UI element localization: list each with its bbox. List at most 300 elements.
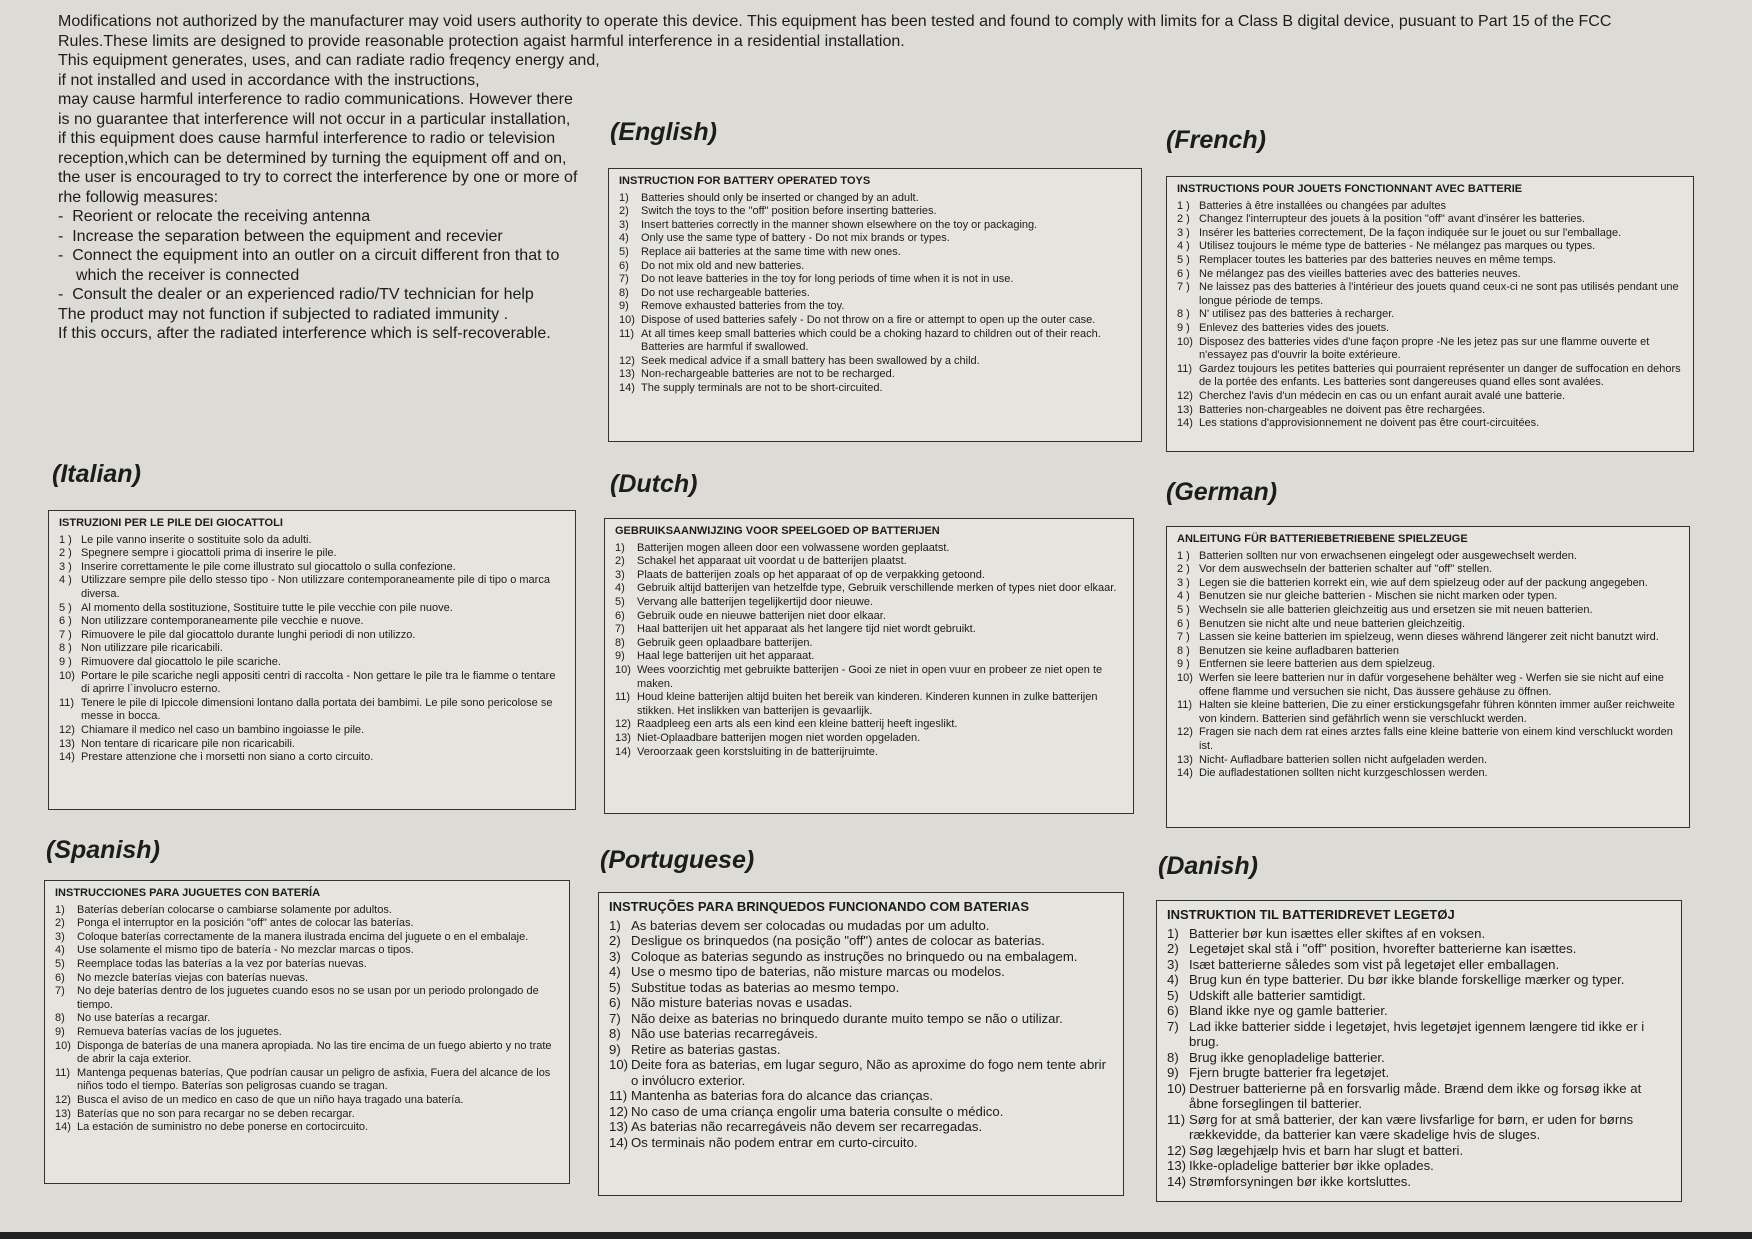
instruction-text: Destruer batterierne på en forsvarlig måde. Brænd dem ikke og forsøg ikke at åbne forseglingen til batterier. [1189, 1080, 1642, 1111]
instruction-number: 12) [59, 723, 75, 736]
fcc-interference-text: may cause harmful interference to radio communications. However there is no guarantee that interference will not occur in a particular installation, if this equipment does cause harmful interference to radio or television reception,which can be determined by turning the equipment off and on, the user is encouraged to try to correct the interference by one or more of rhe followig measures: [58, 91, 578, 206]
instruction-number: 2 ) [1177, 213, 1190, 226]
instruction-item [619, 192, 1133, 206]
instruction-text: Coloque as baterias segundo as instruções no brinquedo ou na embalagem. [631, 948, 1078, 964]
instruction-text: Non utilizzare contemporaneamente pile vecchie e nuove. [81, 615, 364, 628]
instruction-item [59, 724, 567, 738]
instruction-item [609, 1088, 1115, 1104]
instruction-text: Entfernen sie leere batterien aus dem spielzeug. [1199, 658, 1436, 671]
instruction-number: 4) [609, 964, 621, 979]
instruction-text: Inserire correttamente le pile come illustrato sul giocattolo o sulla confezione. [81, 560, 456, 573]
instruction-number: 10) [615, 663, 631, 676]
instruction-number: 12) [615, 718, 631, 731]
box-title: INSTRUKTION TIL BATTERIDREVET LEGETØJ [1167, 907, 1455, 922]
instruction-item [1177, 254, 1685, 268]
instruction-text: Fjern brugte batterier fra legetøjet. [1189, 1065, 1390, 1080]
instruction-item [1177, 417, 1685, 431]
instruction-text: Benutzen sie keine aufladbaren batterien [1199, 644, 1399, 657]
instruction-number: 14) [615, 745, 631, 758]
instruction-number: 2) [55, 917, 65, 930]
instruction-text: Batteries should only be inserted or changed by an adult. [641, 191, 919, 204]
instruction-item [1177, 767, 1681, 781]
instruction-number: 7) [619, 273, 629, 286]
instruction-item [1177, 308, 1685, 322]
instruction-text: Houd kleine batterijen altijd buiten het bereik van kinderen. Kinderen kunnen in zulke batterijen stikken. Het inslikken van batterijen is gevaarlijk. [637, 691, 1098, 717]
instruction-text: Rimuovere le pile dal giocattolo durante lunghi periodi di non utilizzo. [81, 628, 416, 641]
instruction-number: 4) [1167, 972, 1179, 987]
instruction-text: Do not mix old and new batteries. [641, 259, 805, 272]
instruction-text: Use o mesmo tipo de baterias, não misture marcas ou modelos. [631, 964, 1005, 979]
instruction-list [619, 192, 1133, 396]
instruction-number: 6 ) [59, 615, 72, 628]
instruction-text: Die aufladestationen sollten nicht kurzgeschlossen werden. [1199, 767, 1488, 780]
instruction-number: 3) [615, 568, 625, 581]
instruction-item [609, 1042, 1115, 1058]
box-title: INSTRUÇÕES PARA BRINQUEDOS FUNCIONANDO COM BATERIAS [609, 899, 1030, 914]
fcc-closing-line: The product may not function if subjected to radiated immunity . [58, 305, 509, 323]
instruction-text: Desligue os brinquedos (na posição "off") antes de colocar as baterias. [631, 933, 1045, 948]
fcc-closing-line: If this occurs, after the radiated interference which is self-recoverable. [58, 325, 551, 342]
instruction-number: 1 ) [1177, 199, 1190, 212]
box-title: INSTRUCTIONS POUR JOUETS FONCTIONNANT AVEC BATTERIE [1177, 183, 1523, 195]
instruction-number: 7) [609, 1010, 621, 1026]
instruction-item [55, 1067, 561, 1094]
instruction-number: 11) [55, 1066, 71, 1079]
instruction-number: 12) [1177, 389, 1193, 402]
instruction-number: 9) [55, 1025, 65, 1038]
instruction-item [1177, 268, 1685, 282]
instruction-item [1167, 1050, 1673, 1066]
instruction-number: 9) [1167, 1065, 1179, 1080]
instruction-item [1177, 618, 1681, 632]
instruction-number: 11) [615, 691, 631, 704]
instruction-text: Portare le pile scariche negli appositi centri di raccolta - Non gettare le pile tra le fiamme o tentare di aprirre l`involucro esterno. [81, 669, 556, 696]
instruction-number: 4) [619, 232, 629, 245]
instruction-text: Batterien sollten nur von erwachsenen eingelegt oder ausgewechselt werden. [1199, 549, 1577, 562]
instruction-text: Dispose of used batteries safely - Do not throw on a fire or attempt to open up the outer case. [641, 313, 1096, 326]
instruction-number: 5) [615, 595, 625, 608]
instruction-number: 5) [55, 957, 65, 970]
instruction-item [619, 328, 1133, 355]
instruction-text: Only use the same type of battery - Do not mix brands or types. [641, 232, 950, 245]
instruction-number: 13) [55, 1107, 71, 1120]
instruction-number: 12) [1167, 1142, 1187, 1158]
instruction-item [1177, 281, 1685, 308]
instruction-text: Non tentare di ricaricare pile non ricaricabili. [81, 737, 295, 750]
instruction-item [619, 368, 1133, 382]
instruction-list [1177, 550, 1681, 781]
instruction-item [1167, 957, 1673, 973]
box-title: INSTRUCTION FOR BATTERY OPERATED TOYS [619, 175, 871, 187]
fcc-measure: - Connect the equipment into an outler on a circuit different fron that to which the receiver is connected [58, 246, 578, 285]
instruction-text: As baterias não recarregáveis não devem ser recarregadas. [631, 1119, 983, 1134]
instruction-number: 9 ) [1177, 658, 1190, 671]
instruction-item [615, 582, 1125, 596]
instruction-number: 6) [619, 259, 629, 272]
instruction-number: 3) [619, 218, 629, 231]
instruction-item [1177, 577, 1681, 591]
instruction-text: Não deixe as baterias no brinquedo durante muito tempo se não o utilizar. [631, 1010, 1063, 1026]
instruction-text: Gardez toujours les petites batteries qui pourraient représenter un danger de suffocation en dehors de la portée des enfants. Les batteries sont dangereuses quand elles sont avalées. [1199, 362, 1681, 389]
instruction-item [55, 917, 561, 931]
instruction-item [59, 656, 567, 670]
instruction-item [615, 623, 1125, 637]
instruction-text: Vor dem auswechseln der batterien schalter auf "off" stellen. [1199, 563, 1493, 576]
instruction-item [609, 1026, 1115, 1042]
instruction-item [55, 1026, 561, 1040]
instruction-number: 14) [609, 1134, 629, 1150]
instruction-text: N' utilisez pas des batteries à recharger. [1199, 308, 1395, 321]
instruction-number: 6) [609, 995, 621, 1010]
instruction-number: 13) [609, 1119, 629, 1134]
instruction-text: Bland ikke nye og gamle batterier. [1189, 1003, 1388, 1018]
instruction-item [609, 933, 1115, 949]
instruction-text: Veroorzaak geen korstsluiting in de batterijruimte. [637, 745, 878, 758]
instruction-number: 8) [55, 1012, 65, 1025]
instruction-text: Non-rechargeable batteries are not to be recharged. [641, 368, 895, 381]
fcc-paragraph: Modifications not authorized by the manufacturer may void users authority to operate this device. This equipment has been tested and found to comply with limits for a Class B digital device, pusuant to Part 15 of the FCC Rules.These limits are designed to provide reasonable protection agaist harmful interference in a residential installation. [58, 13, 1612, 50]
instruction-text: Benutzen sie nicht alte und neue batterien gleichzeitig. [1199, 617, 1466, 630]
instruction-item [615, 746, 1125, 760]
heading-german: (German) [1166, 478, 1278, 506]
instruction-number: 8 ) [1177, 644, 1190, 657]
instruction-item [59, 629, 567, 643]
instruction-item [59, 574, 567, 601]
instruction-item [1177, 563, 1681, 577]
instruction-text: Mantenha as baterias fora do alcance das crianças. [631, 1088, 934, 1103]
instruction-text: Seek medical advice if a small battery has been swallowed by a child. [641, 354, 980, 367]
instruction-text: Gebruik geen oplaadbare batterijen. [637, 636, 813, 649]
instruction-item [609, 995, 1115, 1011]
instruction-item [55, 1108, 561, 1122]
instruction-text: Batteries non-chargeables ne doivent pas être rechargées. [1199, 403, 1486, 416]
instruction-text: Busca el aviso de un medico en caso de que un niño haya tragado una batería. [77, 1093, 464, 1106]
instruction-item [619, 260, 1133, 274]
instruction-text: Substitue todas as baterias ao mesmo tempo. [631, 979, 900, 995]
heading-dutch: (Dutch) [610, 470, 698, 498]
instruction-item [1177, 726, 1681, 753]
instruction-item [1177, 754, 1681, 768]
instruction-text: At all times keep small batteries which could be a choking hazard to children out of their reach. Batteries are harmful if swallowed. [641, 327, 1101, 354]
instruction-number: 11) [1167, 1111, 1186, 1127]
instruction-text: Do not use rechargeable batteries. [641, 286, 810, 299]
box-spanish [44, 880, 570, 1184]
instruction-item [609, 1135, 1115, 1151]
instruction-number: 10) [55, 1039, 71, 1052]
instruction-text: Legetøjet skal stå i "off" position, hvorefter batterierne kan isættes. [1189, 941, 1577, 956]
instruction-item [1177, 363, 1685, 390]
instruction-text: Remplacer toutes les batteries par des batteries neuves en même temps. [1199, 253, 1557, 266]
instruction-number: 10) [1177, 671, 1193, 684]
instruction-text: Lassen sie keine batterien im spielzeug, wenn dieses während längerer zeit nicht banutzt wird. [1199, 631, 1659, 644]
instruction-list [615, 542, 1125, 760]
instruction-item [1177, 590, 1681, 604]
instruction-item [1177, 200, 1685, 214]
instruction-item [1177, 390, 1685, 404]
instruction-item [1167, 926, 1673, 942]
instruction-number: 2) [619, 205, 629, 218]
instruction-item [619, 314, 1133, 328]
instruction-item [615, 718, 1125, 732]
instruction-text: Não use baterias recarregáveis. [631, 1026, 818, 1041]
instruction-number: 1) [609, 917, 621, 933]
instruction-text: La estación de suministro no debe ponerse en cortocircuito. [77, 1121, 369, 1134]
box-dutch [604, 518, 1134, 814]
instruction-item [619, 382, 1133, 396]
instruction-number: 4 ) [1177, 590, 1190, 603]
instruction-text: Não misture baterias novas e usadas. [631, 995, 853, 1010]
instruction-number: 13) [1177, 403, 1193, 416]
instruction-number: 9 ) [59, 655, 72, 668]
instruction-list [609, 918, 1115, 1151]
instruction-text: Insérer les batteries correctement, De la façon indiquée sur le jouet ou sur l'emballage. [1199, 226, 1622, 239]
instruction-item [1177, 604, 1681, 618]
instruction-item [609, 1057, 1115, 1088]
instruction-number: 6) [615, 609, 625, 622]
instruction-item [609, 964, 1115, 980]
instruction-item [609, 918, 1115, 934]
instruction-item [609, 980, 1115, 996]
instruction-text: As baterias devem ser colocadas ou mudadas por um adulto. [631, 917, 990, 933]
instruction-number: 6 ) [1177, 267, 1190, 280]
instruction-number: 5) [1167, 987, 1179, 1003]
instruction-text: Gebruik oude en nieuwe batterijen niet door elkaar. [637, 609, 886, 622]
instruction-list [1177, 200, 1685, 431]
instruction-number: 7) [615, 623, 625, 636]
instruction-number: 5 ) [59, 601, 72, 614]
instruction-text: Retire as baterias gastas. [631, 1041, 781, 1057]
box-portuguese [598, 892, 1124, 1196]
instruction-text: Chiamare il medico nel caso un bambino ingoiasse le pile. [81, 723, 365, 736]
instruction-item [1167, 1081, 1673, 1112]
instruction-text: No caso de uma criança engolir uma bateria consulte o médico. [631, 1103, 1004, 1119]
instruction-item [609, 1119, 1115, 1135]
instruction-item [615, 691, 1125, 718]
instruction-number: 1) [1167, 925, 1179, 941]
instruction-text: Brug ikke genopladelige batterier. [1189, 1049, 1385, 1065]
instruction-item [59, 670, 567, 697]
instruction-item [615, 732, 1125, 746]
instruction-item [609, 1104, 1115, 1120]
box-title: ANLEITUNG FÜR BATTERIEBETRIEBENE SPIELZEUGE [1177, 533, 1468, 545]
heading-portuguese: (Portuguese) [600, 846, 755, 874]
instruction-item [619, 273, 1133, 287]
instruction-number: 3 ) [1177, 226, 1190, 239]
instruction-item [1177, 645, 1681, 659]
instruction-text: Deite fora as baterias, em lugar seguro, Não as aproxime do fogo nem tente abrir o invólucro exterior. [631, 1057, 1107, 1088]
instruction-number: 9 ) [1177, 321, 1190, 334]
instruction-number: 10) [609, 1057, 629, 1072]
instruction-text: Vervang alle batterijen tegelijkertijd door nieuwe. [637, 595, 874, 608]
instruction-list [55, 904, 561, 1135]
instruction-item [1167, 1065, 1673, 1081]
instruction-item [609, 949, 1115, 965]
instruction-number: 1) [619, 191, 629, 204]
instruction-number: 11) [1177, 699, 1193, 712]
instruction-number: 4) [615, 582, 625, 595]
instruction-number: 3) [55, 930, 65, 943]
instruction-text: Remove exhausted batteries from the toy. [641, 300, 845, 313]
instruction-number: 13) [1167, 1158, 1187, 1173]
instruction-number: 14) [1177, 417, 1193, 430]
instruction-item [55, 958, 561, 972]
instruction-item [55, 931, 561, 945]
instruction-item [55, 1040, 561, 1067]
instruction-item [55, 904, 561, 918]
fcc-paragraph: This equipment generates, uses, and can radiate radio freqency energy and, [58, 52, 600, 69]
instruction-text: Lad ikke batterier sidde i legetøjet, hvis legetøjet igennem længere tid ikke er i brug. [1189, 1018, 1645, 1049]
instruction-text: Baterías deberían colocarse o cambiarse solamente por adultos. [77, 903, 392, 916]
instruction-item [1177, 336, 1685, 363]
box-title: INSTRUCCIONES PARA JUGUETES CON BATERÍA [55, 887, 321, 899]
instruction-text: Spegnere sempre i giocattoli prima di inserire le pile. [81, 547, 337, 560]
instruction-item [615, 610, 1125, 624]
instruction-number: 1 ) [59, 533, 72, 546]
box-italian [48, 510, 576, 810]
box-german [1166, 526, 1690, 828]
instruction-number: 5 ) [1177, 603, 1190, 616]
instruction-number: 3 ) [59, 560, 72, 573]
instruction-item [1177, 672, 1681, 699]
instruction-number: 6) [1167, 1003, 1179, 1018]
instruction-text: Switch the toys to the "off" position before inserting batteries. [641, 205, 937, 218]
instruction-number: 14) [1167, 1173, 1187, 1189]
instruction-item [55, 1121, 561, 1135]
instruction-text: Ikke-opladelige batterier bør ikke oplades. [1189, 1158, 1434, 1173]
instruction-item [1167, 1174, 1673, 1190]
instruction-item [55, 972, 561, 986]
instruction-item [1177, 213, 1685, 227]
instruction-number: 10) [619, 313, 635, 326]
instruction-item [1167, 1019, 1673, 1050]
instruction-item [59, 534, 567, 548]
instruction-number: 13) [1177, 753, 1193, 766]
instruction-item [55, 1094, 561, 1108]
instruction-number: 8 ) [59, 642, 72, 655]
instruction-number: 11) [619, 327, 635, 340]
instruction-text: Changez l'interrupteur des jouets à la position "off" avant d'insérer les batteries. [1199, 213, 1586, 226]
instruction-number: 5) [619, 245, 629, 258]
instruction-text: Baterías que no son para recargar no se deben recargar. [77, 1107, 355, 1120]
instruction-number: 7) [1167, 1018, 1179, 1034]
instruction-item [1177, 240, 1685, 254]
instruction-text: Isæt batterierne således som vist på legetøjet eller emballagen. [1189, 956, 1560, 972]
instruction-text: Strømforsyningen bør ikke kortsluttes. [1189, 1173, 1412, 1189]
instruction-item [615, 637, 1125, 651]
box-title: ISTRUZIONI PER LE PILE DEI GIOCATTOLI [59, 517, 283, 529]
instruction-item [1177, 699, 1681, 726]
instruction-text: Fragen sie nach dem rat eines arztes falls eine kleine batterie von einem kind verschluckt worden ist. [1199, 726, 1673, 752]
instruction-number: 3 ) [1177, 576, 1190, 589]
instruction-item [615, 542, 1125, 556]
instruction-item [1177, 404, 1685, 418]
instruction-item [59, 547, 567, 561]
instruction-text: Ponga el interruptor en la posición "off" antes de colocar las baterías. [77, 917, 414, 930]
instruction-number: 6 ) [1177, 617, 1190, 630]
instruction-number: 11) [609, 1088, 628, 1103]
instruction-item [615, 664, 1125, 691]
instruction-number: 4) [55, 944, 65, 957]
instruction-item [59, 602, 567, 616]
instruction-item [1167, 941, 1673, 957]
instruction-text: Sørg for at små batterier, der kan være livsfarlige for børn, er uden for børns rækkevidde, da batterier kan være skadelige hvis de sluges. [1189, 1111, 1634, 1142]
instruction-text: Non utilizzare pile ricaricabili. [81, 642, 223, 655]
instruction-number: 2 ) [59, 547, 72, 560]
instruction-text: Legen sie die batterien korrekt ein, wie auf dem spielzeug oder auf der packung angegeben. [1199, 576, 1648, 589]
instruction-number: 1 ) [1177, 549, 1190, 562]
instruction-number: 7 ) [1177, 281, 1190, 294]
heading-spanish: (Spanish) [46, 836, 160, 864]
instruction-text: Schakel het apparaat uit voordat u de batterijen plaatst. [637, 555, 907, 568]
instruction-number: 11) [1177, 362, 1193, 375]
page-bottom-edge [0, 1232, 1752, 1239]
instruction-number: 2) [1167, 941, 1179, 956]
instruction-number: 12) [609, 1103, 629, 1119]
instruction-item [1167, 988, 1673, 1004]
instruction-item [55, 944, 561, 958]
instruction-number: 12) [55, 1093, 71, 1106]
instruction-item [1177, 227, 1685, 241]
instruction-text: Ne laissez pas des batteries à l'intérieur des jouets quand ceux-ci ne sont pas utilisés pendant une longue période de temps. [1199, 281, 1679, 307]
instruction-text: Batteries à être installées ou changées par adultes [1199, 199, 1447, 212]
instruction-text: Batterier bør kun isættes eller skiftes af en voksen. [1189, 925, 1486, 941]
instruction-item [59, 642, 567, 656]
instruction-number: 8 ) [1177, 308, 1190, 321]
instruction-number: 2) [609, 933, 621, 948]
instruction-item [619, 355, 1133, 369]
instruction-item [1177, 322, 1685, 336]
instruction-item [55, 1012, 561, 1026]
instruction-text: Benutzen sie nur gleiche batterien - Mischen sie nicht marken oder typen. [1199, 590, 1558, 603]
instruction-number: 2) [615, 555, 625, 568]
instruction-text: Le pile vanno inserite o sostituite solo da adulti. [81, 533, 312, 546]
instruction-number: 4 ) [1177, 240, 1190, 253]
instruction-number: 7 ) [1177, 631, 1190, 644]
instruction-text: Utilisez toujours le méme type de batteries - Ne mélangez pas marques ou types. [1199, 240, 1596, 253]
instruction-item [1177, 631, 1681, 645]
instruction-list [1167, 926, 1673, 1190]
instruction-text: Les stations d'approvisionnement ne doivent pas être court-circuitées. [1199, 417, 1540, 430]
instruction-item [609, 1011, 1115, 1027]
instruction-text: Al momento della sostituzione, Sostituire tutte le pile vecchie con pile nuove. [81, 601, 453, 614]
box-title: GEBRUIKSAANWIJZING VOOR SPEELGOED OP BATTERIJEN [615, 525, 940, 537]
instruction-number: 13) [59, 737, 75, 750]
instruction-text: Nicht- Aufladbare batterien sollen nicht aufgeladen werden. [1199, 753, 1488, 766]
instruction-number: 6) [55, 971, 65, 984]
instruction-item [1167, 972, 1673, 988]
instruction-text: Haal lege batterijen uit het apparaat. [637, 650, 815, 663]
instruction-text: Remueva baterías vacías de los juguetes. [77, 1025, 282, 1038]
instruction-number: 9) [609, 1041, 621, 1057]
instruction-number: 8) [619, 286, 629, 299]
instruction-item [619, 287, 1133, 301]
instruction-number: 11) [59, 696, 75, 709]
instruction-text: Disponga de baterías de una manera apropiada. No las tire encima de un fuego abierto y no trate de abrir la caja exterior. [77, 1039, 552, 1066]
instruction-text: Batterijen mogen alleen door een volwassene worden geplaatst. [637, 541, 950, 554]
instruction-number: 13) [619, 368, 635, 381]
instruction-text: Tenere le pile di Ipiccole dimensioni lontano dalla portata dei bambimi. Le pile sono pericolose se messe in bocca. [81, 696, 553, 723]
instruction-text: Plaats de batterijen zoals op het apparaat of op de verpakking getoond. [637, 568, 985, 581]
instruction-number: 8) [1167, 1049, 1179, 1065]
heading-italian: (Italian) [52, 460, 141, 488]
fcc-paragraph: if not installed and used in accordance with the instructions, [58, 71, 480, 89]
instruction-text: Wees voorzichtig met gebruikte batterijen - Gooi ze niet in open vuur en probeer ze niet open te maken. [637, 663, 1103, 690]
box-english [608, 168, 1142, 442]
instruction-text: The supply terminals are not to be short-circuited. [641, 381, 883, 394]
instruction-item [59, 697, 567, 724]
instruction-text: Os terminais não podem entrar em curto-circuito. [631, 1134, 918, 1150]
instruction-number: 9) [615, 650, 625, 663]
